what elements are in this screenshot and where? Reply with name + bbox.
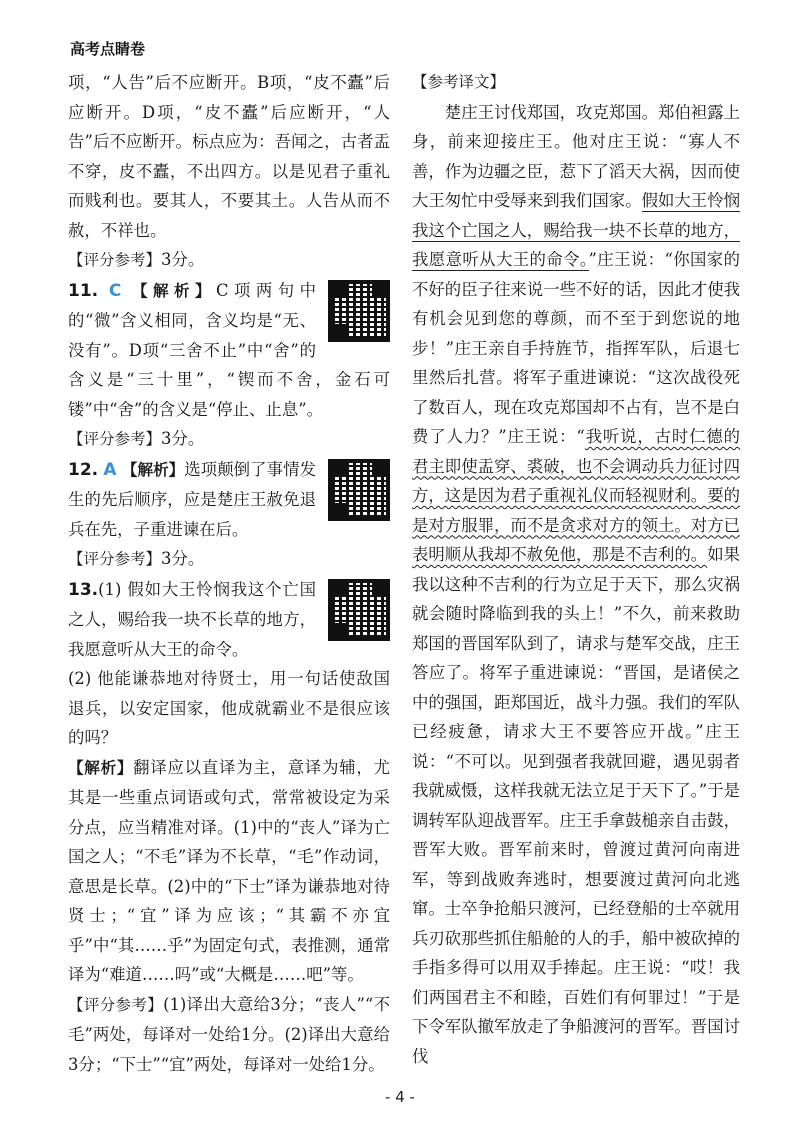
question-number: 11. <box>68 280 99 301</box>
q11 <box>68 276 390 455</box>
left-column <box>68 68 390 1079</box>
q12 <box>68 455 390 575</box>
score-value: 3分。 <box>161 549 205 568</box>
score-label: 【评分参考】 <box>68 430 162 448</box>
translation-text: 如果我以这种不吉利的行为立足于天下，那么灾祸就会随时降临到我的头上！”不久，前来救助郑国的晋国军队到了，请求与楚军交战，庄王答应了。将军子重进谏说：“晋国，是诸侯之中的强国，距郑国近，战斗力强。我们的军队已经疲惫，请求大王不要答应开战。”庄王说：“不可以。见到强者我就回避，遇见弱者我就威慑，这样我就无法立足于天下了。”于是调转军队迎战晋军。庄王手拿鼓槌亲自击鼓，晋军大败。晋军前来时，曾渡过黄河向南进军，等到战败奔逃时，想要渡过黄河向北逃窜。士卒争抢船只渡河，已经登船的士卒就用兵刃砍那些抓住船舱的人的手，船中被砍掉的手指多得可以用双手捧起。庄王说：“哎！我们两国君主不和睦，百姓们有何罪过！”于是下令军队撤军放走了争船渡河的晋军。晋国讨伐 <box>412 545 741 1066</box>
score-text: (1)译出大意给3分；“丧人”“不毛”两处，每译对一处给1分。(2)译出大意给3分；“下士”“宜”两处，每译对一处给1分。 <box>68 994 390 1074</box>
q13 <box>68 575 390 1080</box>
translation-heading: 【参考译文】 <box>412 73 506 91</box>
page-header: 高考点睛卷 <box>70 40 146 58</box>
qr-code-q12 <box>328 459 390 521</box>
underlined-sentence: 假如大王怜悯我这个亡国之人，赐给我一块不长草的地方，我愿意听从大王的命令。 <box>412 191 741 269</box>
page-number: - 4 - <box>385 1088 415 1106</box>
score-value: 3分。 <box>161 429 205 448</box>
reference-translation <box>412 98 740 1072</box>
answer-letter: C <box>108 280 122 301</box>
translation-text: 楚庄王讨伐郑国，攻克郑国。郑伯袒露上身，前来迎接庄王。他对庄王说：“寡人不善，作为边疆之臣，惹下了滔天大祸，因而使大王匆忙中受辱来到我们国家。 <box>412 102 740 210</box>
question-number: 13. <box>68 579 99 600</box>
score-label: 【评分参考】 <box>68 251 162 269</box>
question-number: 12. <box>68 459 99 480</box>
score-label: 【评分参考】 <box>68 550 162 568</box>
analysis-label: 【解析】 <box>68 758 134 777</box>
score-label: 【评分参考】 <box>68 995 164 1014</box>
analysis-label: 【解析】 <box>121 460 185 479</box>
analysis-label: 【解析】 <box>132 281 216 300</box>
q10-analysis-continued: 项，“人告”后不应断开。B项，“皮不蠹”后应断开。D项，“皮不蠹”后应断开，“人告”后不应断开。标点应为：吾闻之，古者盂不穿，皮不蠹，不出四方。以是见君子重礼而贱利也。要其人，不要其土。人告从而不赦，不祥也。 <box>68 73 390 240</box>
translation-text: ”庄王说：“你国家的不好的臣子往来说一些不好的话，因此才使我有机会见到您的尊颜，而不至于到您说的地步！”庄王亲自手持旌节，指挥军队，后退七里然后扎营。将军子重进谏说：“这次战役死了数百人，现在攻克郑国却不占有，岂不是白费了人力？”庄王说：“ <box>412 250 740 446</box>
answer-letter: A <box>103 459 117 480</box>
analysis-text: 选项颠倒了事情发生的先后顺序，应是楚庄王赦免退兵在先，子重进谏在后。 <box>68 459 316 539</box>
qr-code-q13 <box>328 579 390 641</box>
translation-1: (1) 假如大王怜悯我这个亡国之人，赐给我一块不长草的地方，我愿意听从大王的命令。 <box>68 579 316 659</box>
score-value: 3分。 <box>161 250 205 269</box>
wavy-underlined-passage: 我听说，古时仁德的君主即使盂穿、裘破，也不会调动兵力征讨四方，这是因为君子重视礼仪而轻视财利。要的是对方服罪，而不是贪求对方的领土。对方已表明顺从我却不赦免他，那是不吉利的。 <box>412 427 741 564</box>
qr-code-q11 <box>328 280 390 342</box>
right-column <box>412 68 740 1071</box>
translation-2: (2) 他能谦恭地对待贤士，用一句话使敌国退兵，以安定国家，他成就霸业不是很应该的吗？ <box>68 669 390 747</box>
analysis-text: C项两句中的“微”含义相同，含义均是“无、没有”。D项“三舍不止”中“舍”的含义是“三十里”，“锲而不舍，金石可镂”中“舍”的含义是“停止、止息”。 <box>68 280 390 419</box>
q10-score <box>68 245 390 276</box>
analysis-text: 翻译应以直译为主，意译为辅，尤其是一些重点词语或句式，常常被设定为采分点，应当精准对译。(1)中的“丧人”译为亡国之人；“不毛”译为不长草，“毛”作动词，意思是长草。(2)中的“下士”译为谦恭地对待贤士；“宜”译为应该；“其霸不亦宜乎”中“其……乎”为固定句式，表推测，通常译为“难道……吗”或“大概是……吧”等。 <box>68 757 390 984</box>
